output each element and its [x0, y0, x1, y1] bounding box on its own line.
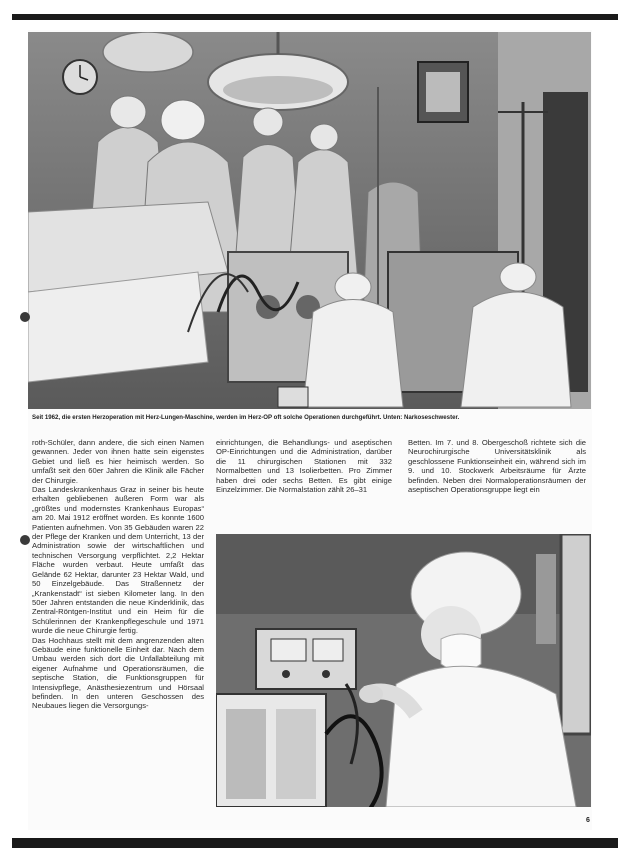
paragraph: Das Hochhaus stellt mit dem angrenzenden alten Gebäude eine funktionelle Einheit dar. Nach dem Umbau werden sich dort die Unfallabteilung mit eigener Aufnahme und Operationsräumen, die septische Station, die Funktionsgruppen für Intensivpflege, Anästhesiezentrum und Hörsaal befinden. In den unteren Geschossen des Neubaues liegen die Versorgungs-	[32, 635, 204, 711]
top-border	[12, 14, 618, 20]
anesthesia-nurse-photo	[216, 534, 591, 807]
operating-room-illustration	[28, 32, 591, 409]
page-number: 6	[586, 817, 590, 824]
text-column-3	[408, 438, 586, 522]
anesthesia-nurse-illustration	[216, 534, 591, 807]
operating-room-photo	[28, 32, 591, 409]
text-column-2	[216, 438, 392, 522]
paragraph: Betten. Im 7. und 8. Obergeschoß richtete sich die Neurochirurgische Universitätsklinik als geschlossene Funktionseinheit ein, während sich im 9. und 10. Stockwerk Arbeitsräume für Ärzte befinden. Neben drei Normaloperationsräumen der aseptischen Operationsgruppe liegt ein	[408, 438, 586, 495]
binding-hole	[20, 535, 30, 545]
text-column-1	[32, 438, 204, 810]
paragraph: einrichtungen, die Behandlungs- und aseptischen OP-Einrichtungen und die Administration, darüber die 11 chirurgischen Stationen mit 332 Normalbetten und 13 Isolierbetten. Pro Zimmer haben drei oder sechs Betten. Es gibt einige Einzelzimmer. Die Normalstation zählt 26–31	[216, 438, 392, 495]
bottom-border	[12, 838, 618, 848]
paragraph: Das Landeskrankenhaus Graz in seiner bis heute erhalten gebliebenen äußeren Form war als „größtes und modernstes Krankenhaus Europas“ am 20. Mai 1912 eröffnet worden. Es konnte 1600 Patienten aufnehmen. Von 35 Gebäuden waren 22 der Pflege der Kranken und dem Unterricht, 13 der Administration sowie der wirtschaftlichen und technischen Versorgung verpflichtet. 2,2 Hektar Fläche wurden verbaut. Heute umfaßt das Gelände 62 Hektar, darunter 23 Hektar Wald, und 50 Einzelgebäude. Das Straßennetz der „Krankenstadt“ ist sieben Kilometer lang. In den 50er Jahren entstanden die neue Kinderklinik, das Zentral-Röntgen-Institut und ein Heim für die Schülerinnen der Krankenpflegeschule und 1971 wurde die neue Chirurgie fertig.	[32, 485, 204, 636]
binding-hole	[20, 312, 30, 322]
paragraph: roth-Schüler, dann andere, die sich einen Namen gewannen. Jeder von ihnen hatte sein eigenstes Gebiet und ließ es hier heimisch werden. So umfaßt seit den 60er Jahren die Klinik alle Fächer der Chirurgie.	[32, 438, 204, 485]
photo-caption: Seit 1962, die ersten Herzoperation mit Herz-Lungen-Maschine, werden im Herz-OP oft solche Operationen durchgeführt. Unten: Narkoseschwester.	[32, 414, 460, 421]
